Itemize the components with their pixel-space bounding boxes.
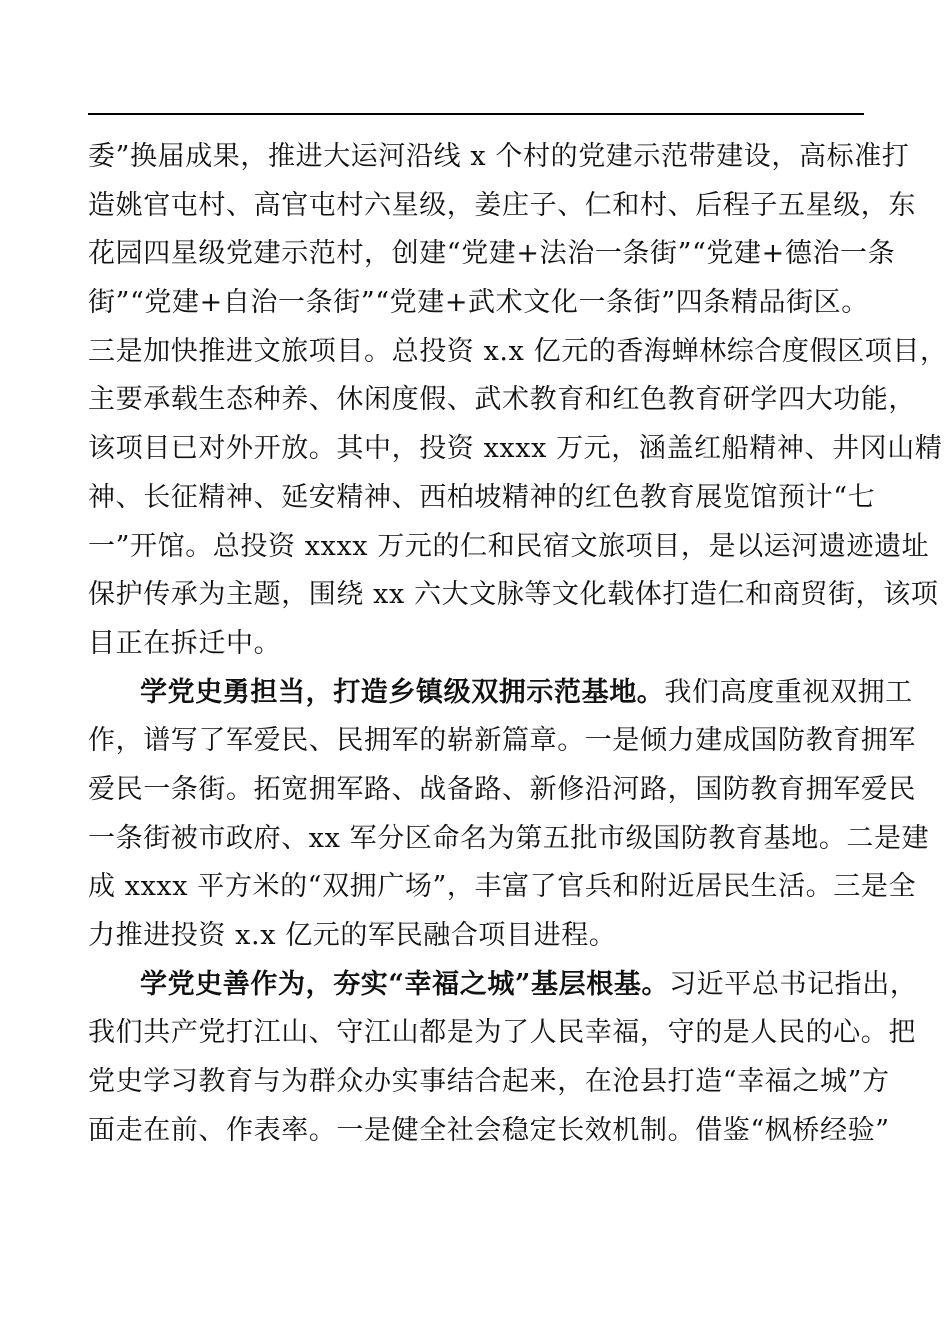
body-text: 该项目已对外开放。其中，投资 xxxx 万元，涵盖红船精神、井冈山精 [88,433,943,465]
body-text: 委”换届成果，推进大运河沿线 x 个村的党建示范带建设，高标准打 [88,141,910,172]
text-line [88,328,948,377]
body-text: 作，谱写了军爱民、民拥军的崭新篇章。一是倾力建成国防教育拥军 [88,725,916,757]
body-text: 一”开馆。总投资 xxxx 万元的仁和民宿文旅项目，是以运河遗迹遗址 [88,530,930,562]
header-rule [88,113,864,115]
paragraph-heading: 学党史勇担当，打造乡镇级双拥示范基地。 [140,676,665,708]
body-text: 神、长征精神、延安精神、西柏坡精神的红色教育展览馆预计“七 [88,481,876,513]
text-line [88,863,917,912]
body-text: 我们高度重视双拥工 [664,676,913,708]
body-text: 三是加快推进文旅项目。总投资 x.x 亿元的香海蝉林综合度假区项目， [88,335,948,367]
paragraph-heading: 学党史善作为，夯实“幸福之城”基层根基。 [140,968,670,1000]
text-line [88,912,878,961]
body-text: 我们共产党打江山、守江山都是为了人民幸福，守的是人民的心。把 [88,1017,916,1049]
body-text: 习近平总书记指出， [669,968,918,1000]
body-text: 主要承载生态种养、休闲度假、武术教育和红色教育研学四大功能， [88,384,916,416]
body-text: 目正在拆迁中。 [88,627,282,659]
body-text: 力推进投资 x.x 亿元的军民融合项目进程。 [88,920,617,951]
body-text: 党史学习教育与为群众办实事结合起来，在沧县打造“幸福之城”方 [88,1066,890,1098]
body-text: 面走在前、作表率。一是健全社会稳定长效机制。借鉴“枫桥经验” [88,1114,890,1146]
text-line [88,1009,916,1058]
body-text: 造姚官屯村、高官屯村六星级，姜庄子、仁和村、后程子五星级，东 [88,189,916,221]
document-body [88,133,948,1155]
text-line [88,1107,890,1156]
text-line [88,766,916,815]
text-line [88,523,930,572]
body-text: 花园四星级党建示范村，创建“党建+法治一条街”“党建+德治一条 [88,238,896,270]
text-line [88,230,896,279]
body-text: 保护传承为主题，围绕 xx 六大文脉等文化载体打造仁和商贸街，该项 [88,579,939,611]
text-line [88,1058,890,1107]
text-line [88,474,878,523]
text-line [88,279,878,328]
body-text: 街”“党建+自治一条街”“党建+武术文化一条街”四条精品街区。 [88,287,869,319]
text-line [88,620,878,669]
text-line [88,717,916,766]
text-line [88,376,916,425]
body-text: 爱民一条街。拓宽拥军路、战备路、新修沿河路，国防教育拥军爱民 [88,773,916,805]
text-line [88,571,939,620]
text-line [88,182,916,231]
text-line [88,133,910,182]
body-text: 成 xxxx 平方米的“双拥广场”，丰富了官兵和附近居民生活。三是全 [88,871,917,903]
paragraph-first-line [88,669,913,718]
text-line [88,815,930,864]
paragraph-first-line [88,961,918,1010]
text-line [88,425,943,474]
body-text: 一条街被市政府、xx 军分区命名为第五批市级国防教育基地。二是建 [88,822,930,854]
